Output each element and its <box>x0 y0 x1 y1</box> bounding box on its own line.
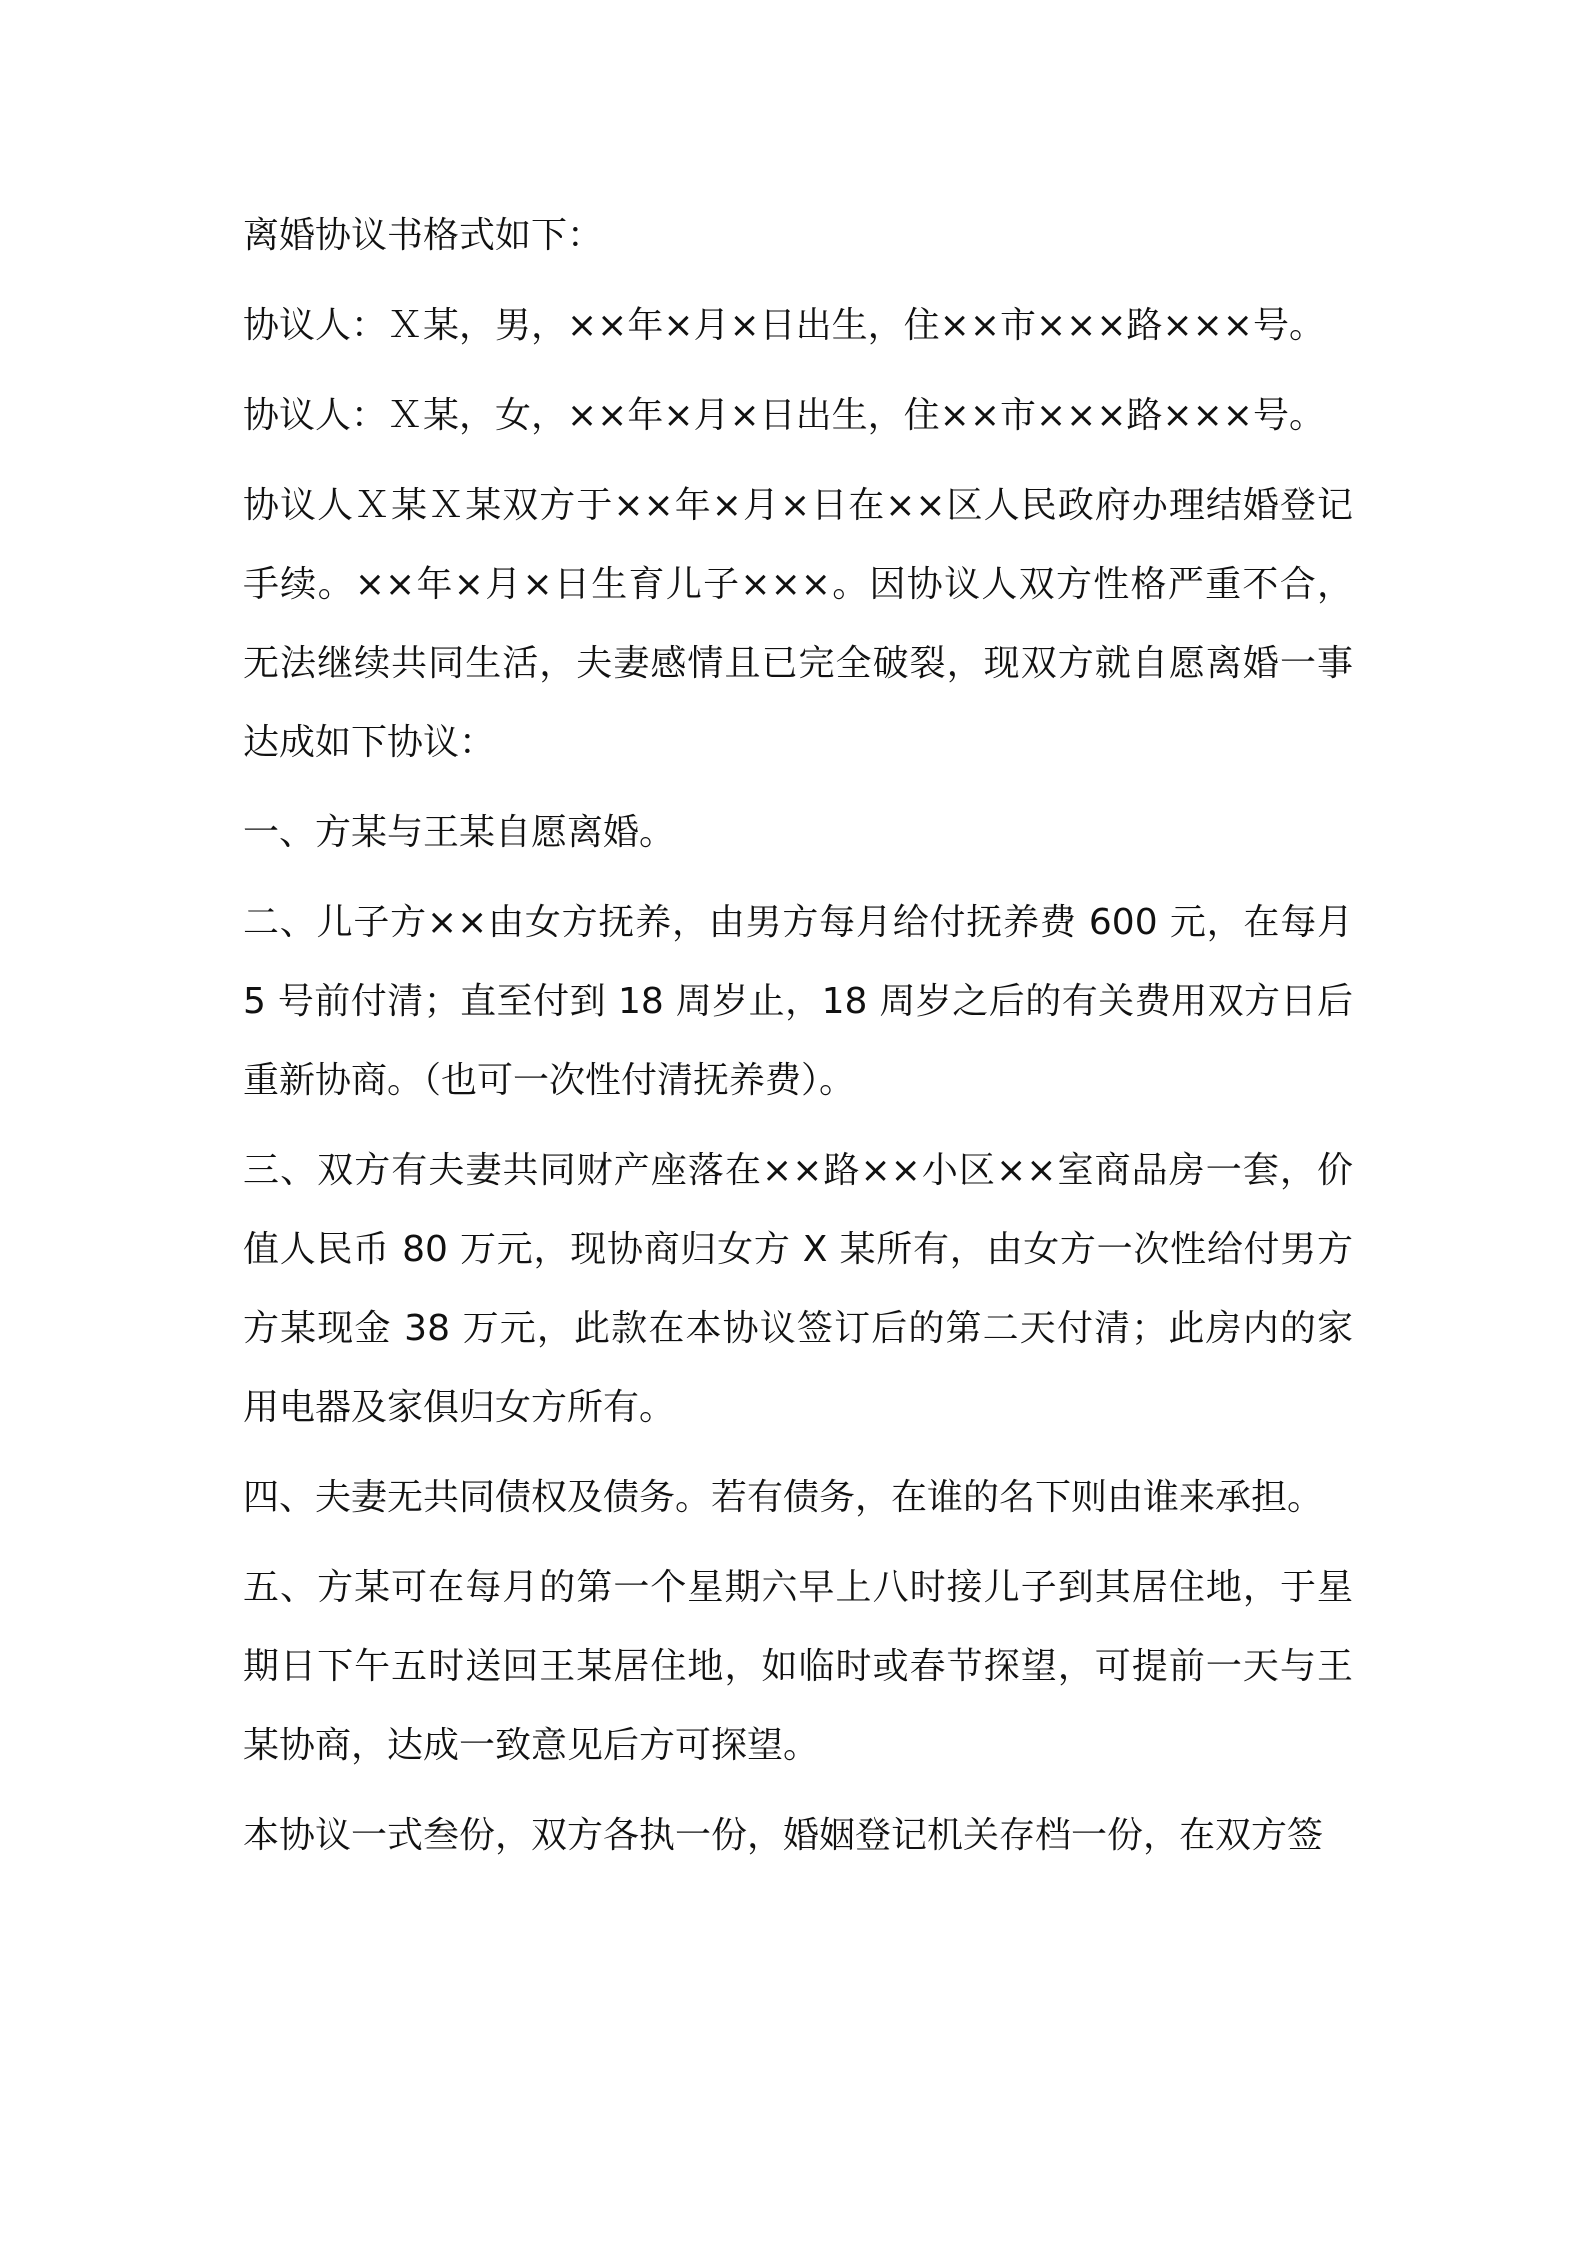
clause-4-debts: 四、夫妻无共同债权及债务。若有债务，在谁的名下则由谁来承担。 <box>243 1477 1324 1518</box>
clause-1-divorce: 一、方某与王某自愿离婚。 <box>243 812 676 853</box>
document-body <box>243 196 1353 1886</box>
closing-paragraph: 本协议一式叁份，双方各执一份，婚姻登记机关存档一份，在双方签 <box>243 1815 1324 1856</box>
document-title: 离婚协议书格式如下： <box>243 215 604 256</box>
party-wife-paragraph: 协议人：Ｘ某，女，××年×月×日出生，住××市×××路×××号。 <box>243 395 1325 436</box>
party-husband-paragraph: 协议人：Ｘ某，男，××年×月×日出生，住××市×××路×××号。 <box>243 305 1325 346</box>
clause-2-child-support: 二、儿子方××由女方抚养，由男方每月给付抚养费 600 元，在每月 5 号前付清；直至付到 18 周岁止，18 周岁之后的有关费用双方日后重新协商。（也可一次性付清抚养费）。 <box>243 902 1353 1101</box>
clause-5-visitation: 五、方某可在每月的第一个星期六早上八时接儿子到其居住地，于星期日下午五时送回王某居住地，如临时或春节探望，可提前一天与王某协商，达成一致意见后方可探望。 <box>243 1567 1353 1766</box>
preamble-paragraph: 协议人Ｘ某Ｘ某双方于××年×月×日在××区人民政府办理结婚登记手续。××年×月×日生育儿子×××。因协议人双方性格严重不合，无法继续共同生活，夫妻感情且已完全破裂，现双方就自愿离婚一事达成如下协议： <box>243 485 1353 763</box>
clause-3-property: 三、双方有夫妻共同财产座落在××路××小区××室商品房一套，价值人民币 80 万元，现协商归女方 X 某所有，由女方一次性给付男方方某现金 38 万元，此款在本协议签订后的第二天付清；此房内的家用电器及家俱归女方所有。 <box>243 1150 1353 1428</box>
